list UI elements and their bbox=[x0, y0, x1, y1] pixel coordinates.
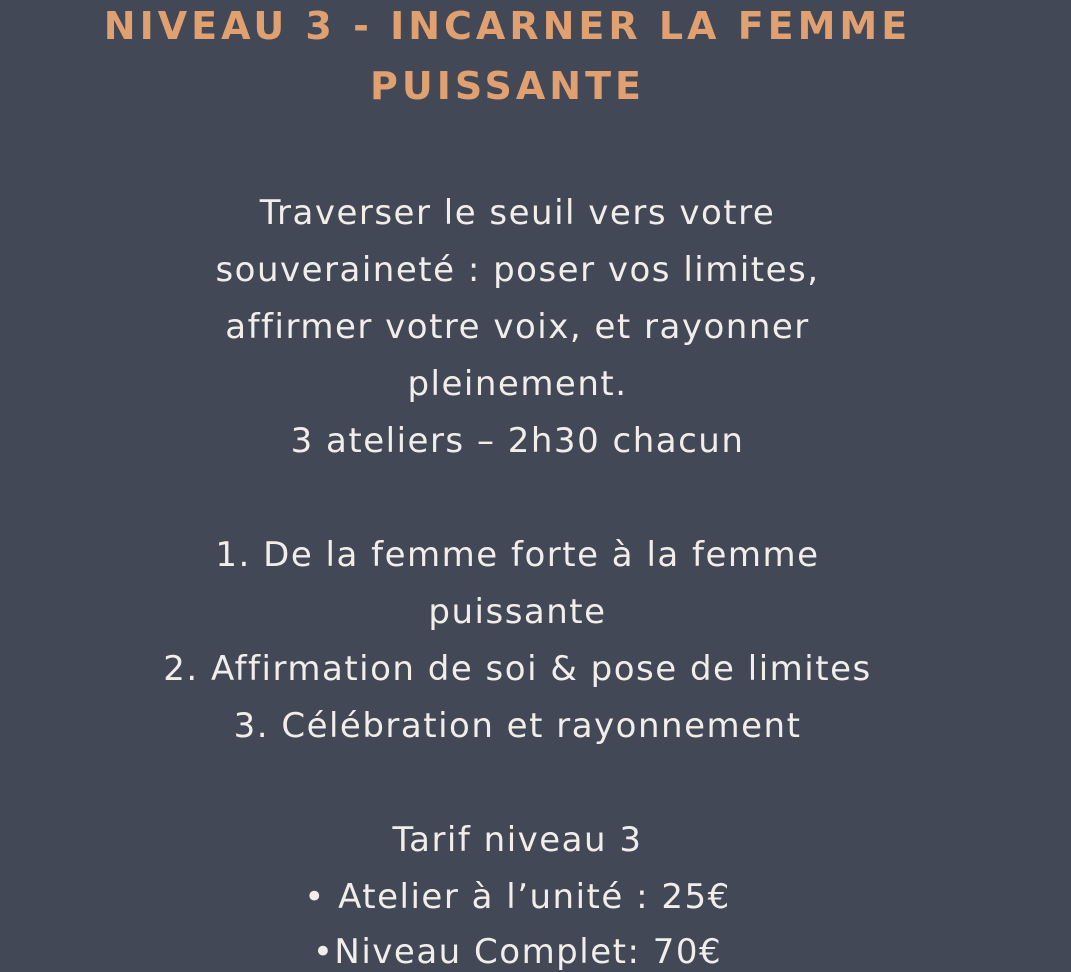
page-title-line-1: NIVEAU 3 - INCARNER LA FEMME bbox=[103, 4, 912, 48]
intro-line-1: Traverser le seuil vers votre bbox=[259, 193, 776, 233]
intro-line-4: pleinement. bbox=[407, 364, 628, 404]
intro-line-3: affirmer votre voix, et rayonner bbox=[225, 307, 810, 347]
intro-line-2: souveraineté : poser vos limites, bbox=[215, 250, 820, 290]
page-title-line-2: PUISSANTE bbox=[370, 64, 645, 108]
pricing-full: •Niveau Complet: 70€ bbox=[312, 932, 723, 972]
pricing-heading: Tarif niveau 3 bbox=[392, 820, 643, 860]
workshop-item-1-continued: puissante bbox=[428, 592, 607, 632]
workshop-item-3: 3. Célébration et rayonnement bbox=[233, 706, 802, 746]
workshop-item-2: 2. Affirmation de soi & pose de limites bbox=[163, 649, 872, 689]
workshop-item-1: 1. De la femme forte à la femme bbox=[215, 535, 820, 575]
sessions-info: 3 ateliers – 2h30 chacun bbox=[290, 421, 745, 461]
pricing-unit: • Atelier à l’unité : 25€ bbox=[304, 877, 731, 917]
